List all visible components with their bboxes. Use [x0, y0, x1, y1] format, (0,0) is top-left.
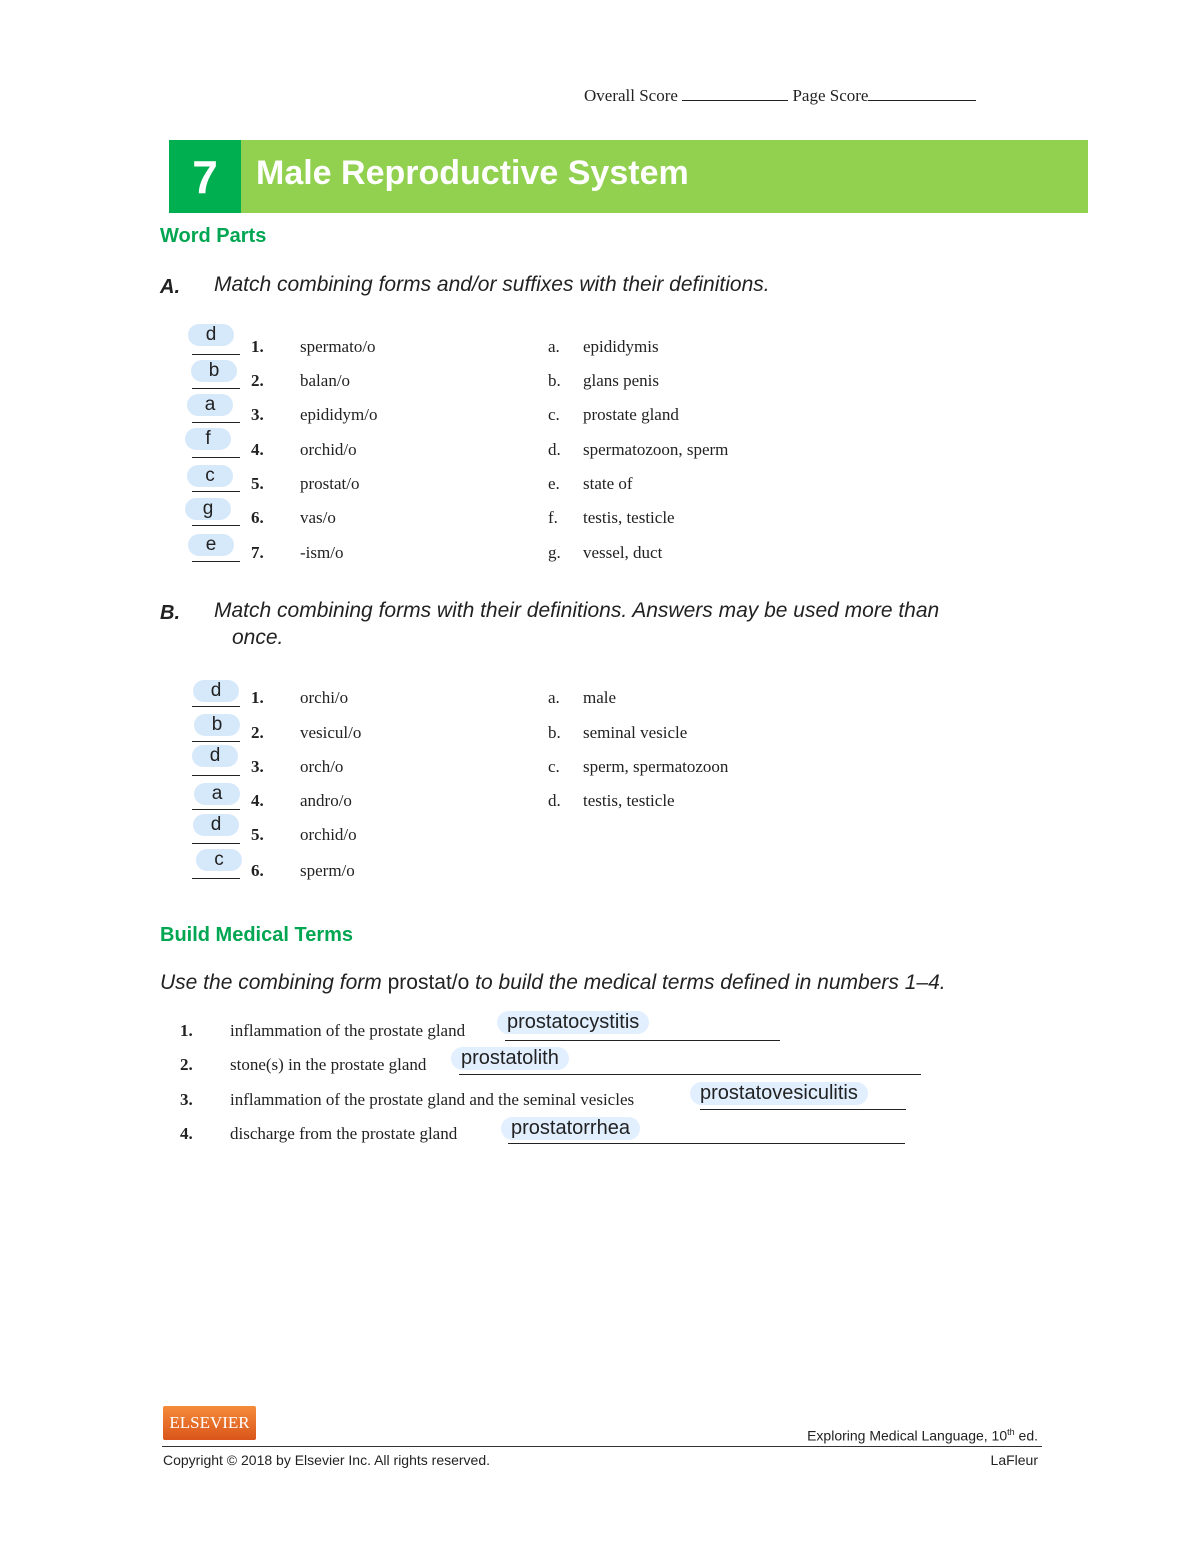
answer-line [505, 1039, 780, 1041]
build-terms-heading: Build Medical Terms [160, 924, 354, 946]
option-text: epididymis [583, 337, 659, 356]
item-definition: discharge from the prostate gland [230, 1124, 458, 1143]
option-letter: f. [548, 508, 558, 527]
answer-bubble[interactable]: e [188, 534, 234, 556]
answer-bubble[interactable]: a [187, 394, 233, 416]
option-letter: a. [548, 337, 560, 356]
overall-score-label: Overall Score [584, 86, 678, 105]
answer-bubble[interactable]: f [185, 428, 231, 450]
item-term: epididym/o [300, 405, 378, 424]
option-letter: b. [548, 371, 561, 390]
item-number: 3. [251, 405, 264, 424]
answer-field[interactable]: prostatovesiculitis [690, 1082, 868, 1105]
instruction-form: prostat/o [387, 971, 470, 994]
answer-bubble[interactable]: d [193, 814, 239, 836]
option-text: seminal vesicle [583, 723, 688, 742]
option-text: testis, testicle [583, 508, 675, 527]
elsevier-logo: ELSEVIER [163, 1406, 256, 1440]
answer-bubble[interactable]: a [194, 783, 240, 805]
item-definition: inflammation of the prostate gland [230, 1021, 466, 1040]
word-parts-heading: Word Parts [160, 225, 267, 247]
option-letter: a. [548, 688, 560, 707]
item-number: 5. [251, 474, 264, 493]
part-b-instruction-line1: Match combining forms with their definitions. Answers may be used more than [214, 599, 940, 622]
item-definition: stone(s) in the prostate gland [230, 1055, 427, 1074]
part-a-instruction: Match combining forms and/or suffixes with their definitions. [214, 273, 770, 296]
item-number: 5. [251, 825, 264, 844]
item-term: orchid/o [300, 825, 357, 844]
part-b-instruction-line2: once. [232, 626, 284, 649]
answer-blank [192, 705, 240, 707]
item-term: prostat/o [300, 474, 360, 493]
option-letter: c. [548, 757, 560, 776]
answer-blank [192, 877, 240, 879]
answer-line [459, 1073, 921, 1075]
answer-blank [192, 421, 240, 423]
answer-bubble[interactable]: b [194, 714, 240, 736]
chapter-number: 7 [169, 140, 241, 213]
option-text: glans penis [583, 371, 660, 390]
part-a-letter: A. [160, 276, 180, 298]
item-term: orchid/o [300, 440, 357, 459]
answer-blank [192, 456, 240, 458]
answer-bubble[interactable]: b [191, 360, 237, 382]
page-score-field[interactable] [868, 99, 976, 101]
answer-blank [192, 740, 240, 742]
part-b-letter: B. [160, 602, 180, 624]
answer-blank [192, 842, 240, 844]
item-number: 2. [251, 371, 264, 390]
answer-field[interactable]: prostatorrhea [501, 1117, 640, 1140]
item-number: 2. [251, 723, 264, 742]
option-letter: g. [548, 543, 561, 562]
instruction-pre: Use the combining form [160, 971, 388, 994]
item-number: 6. [251, 861, 264, 880]
answer-blank [192, 808, 240, 810]
answer-bubble[interactable]: c [187, 465, 233, 487]
item-number: 7. [251, 543, 264, 562]
item-term: -ism/o [300, 543, 344, 562]
answer-line [508, 1142, 905, 1144]
answer-line [700, 1108, 906, 1110]
option-letter: b. [548, 723, 561, 742]
answer-bubble[interactable]: d [193, 680, 239, 702]
item-number: 1. [180, 1021, 193, 1040]
chapter-banner [169, 140, 1088, 213]
item-term: orch/o [300, 757, 344, 776]
answer-blank [192, 560, 240, 562]
book-title-text: Exploring Medical Language, 10 [807, 1427, 1008, 1444]
answer-bubble[interactable]: g [185, 498, 231, 520]
option-text: male [583, 688, 617, 707]
item-term: andro/o [300, 791, 352, 810]
option-text: prostate gland [583, 405, 679, 424]
item-number: 1. [251, 688, 264, 707]
answer-field[interactable]: prostatolith [451, 1047, 569, 1070]
answer-field[interactable]: prostatocystitis [497, 1011, 649, 1034]
chapter-title: Male Reproductive System [256, 154, 689, 192]
answer-blank [192, 353, 240, 355]
item-number: 2. [180, 1055, 193, 1074]
book-title [807, 1427, 1038, 1444]
instruction-post: to build the medical terms defined in numbers 1–4. [469, 971, 946, 994]
item-number: 4. [180, 1124, 193, 1143]
item-number: 3. [180, 1090, 193, 1109]
item-term: sperm/o [300, 861, 355, 880]
edition-superscript: th [1007, 1427, 1015, 1437]
answer-blank [192, 524, 240, 526]
page-score-label: Page Score [792, 86, 869, 105]
item-term: orchi/o [300, 688, 349, 707]
item-term: vesicul/o [300, 723, 362, 742]
answer-bubble[interactable]: d [188, 324, 234, 346]
overall-score-field[interactable] [682, 99, 788, 101]
build-terms-instruction [160, 971, 946, 995]
edition-suffix: ed. [1014, 1427, 1038, 1444]
score-line [584, 86, 976, 106]
option-text: spermatozoon, sperm [583, 440, 729, 459]
item-term: balan/o [300, 371, 351, 390]
option-letter: d. [548, 791, 561, 810]
answer-bubble[interactable]: d [192, 745, 238, 767]
author: LaFleur [990, 1452, 1038, 1468]
item-number: 4. [251, 791, 264, 810]
answer-blank [192, 387, 240, 389]
item-number: 6. [251, 508, 264, 527]
item-term: vas/o [300, 508, 336, 527]
option-text: testis, testicle [583, 791, 675, 810]
item-term: spermato/o [300, 337, 376, 356]
option-letter: c. [548, 405, 560, 424]
answer-blank [192, 774, 240, 776]
item-number: 1. [251, 337, 264, 356]
option-text: state of [583, 474, 633, 493]
option-text: sperm, spermatozoon [583, 757, 729, 776]
copyright: Copyright © 2018 by Elsevier Inc. All rights reserved. [163, 1452, 491, 1468]
answer-blank [192, 490, 240, 492]
item-definition: inflammation of the prostate gland and the seminal vesicles [230, 1090, 635, 1109]
option-letter: d. [548, 440, 561, 459]
footer-divider [162, 1446, 1042, 1447]
answer-bubble[interactable]: c [196, 849, 242, 871]
option-text: vessel, duct [583, 543, 663, 562]
item-number: 4. [251, 440, 264, 459]
item-number: 3. [251, 757, 264, 776]
option-letter: e. [548, 474, 560, 493]
